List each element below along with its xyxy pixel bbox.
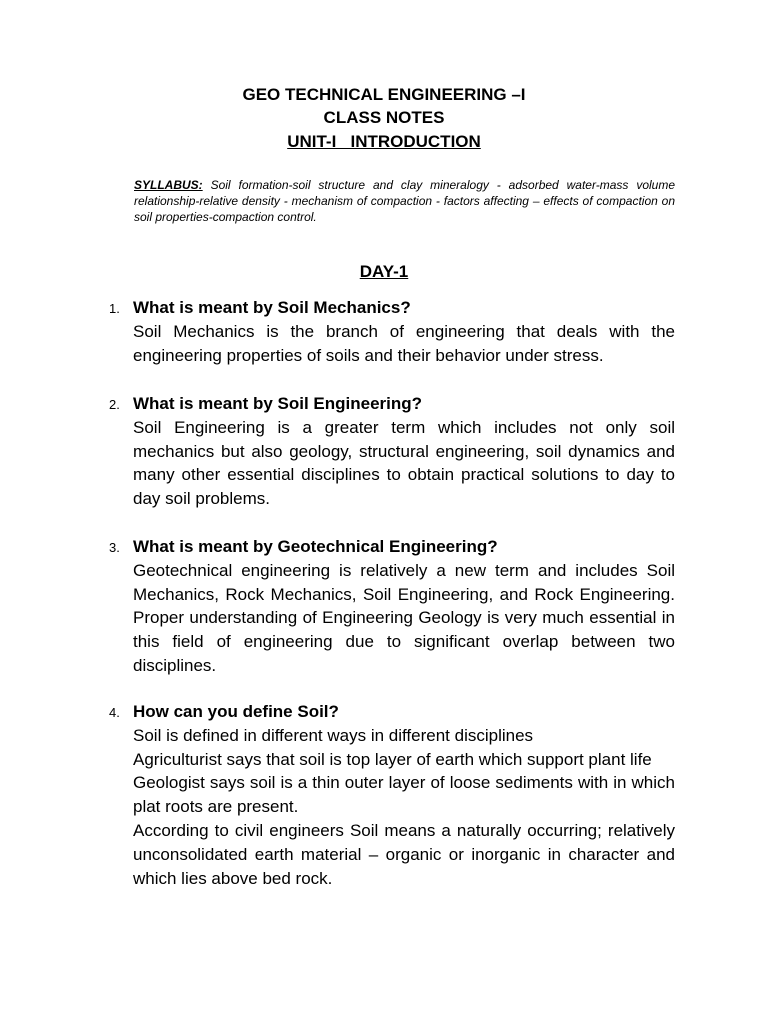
question-text: What is meant by Soil Mechanics? [133,298,411,317]
answer-text: Soil Engineering is a greater term which includes not only soil mechanics but also geology, structural engineering, soil dynamics and many other essential disciplines to obtain practical solutions to day to day soil problems. [133,417,675,509]
course-title: GEO TECHNICAL ENGINEERING –I [242,85,526,104]
day-heading: DAY-1 [359,262,409,281]
answer-text: Geologist says soil is a thin outer layer of loose sediments with in which plat roots are present. [133,773,675,817]
notes-subtitle: CLASS NOTES [323,108,445,127]
qa-item-1 [109,296,675,367]
qa-item-2 [109,392,675,511]
syllabus-text: Soil formation-soil structure and clay mineralogy - adsorbed water-mass volume relationship-relative density - mechanism of compaction - factors affecting – effects of compaction on soil properties-compaction control. [134,178,675,224]
question-text: What is meant by Geotechnical Engineering? [133,537,498,556]
question-number: 1. [109,301,120,316]
unit-title: UNIT-I INTRODUCTION [287,132,481,151]
answer-text: Geotechnical engineering is relatively a new term and includes Soil Mechanics, Rock Mechanics, Soil Engineering, and Rock Engineering. Proper understanding of Engineering Geology is very much essential in this field of engineering due to significant overlap between two disciplines. [133,560,675,675]
question-number: 2. [109,397,120,412]
syllabus-paragraph [134,177,675,225]
syllabus-label: SYLLABUS: [134,178,203,192]
question-number: 3. [109,540,120,555]
qa-item-3 [109,535,675,678]
question-text: What is meant by Soil Engineering? [133,394,423,413]
question-text: How can you define Soil? [133,702,339,721]
question-number: 4. [109,705,120,720]
qa-item-4 [109,700,675,890]
answer-text: Agriculturist says that soil is top layer of earth which support plant life [133,749,652,769]
answer-text: Soil Mechanics is the branch of engineering that deals with the engineering properties of soils and their behavior under stress. [133,321,675,365]
answer-text: Soil is defined in different ways in different disciplines [133,725,534,745]
answer-text: According to civil engineers Soil means a naturally occurring; relatively unconsolidated earth material – organic or inorganic in character and which lies above bed rock. [133,820,675,888]
